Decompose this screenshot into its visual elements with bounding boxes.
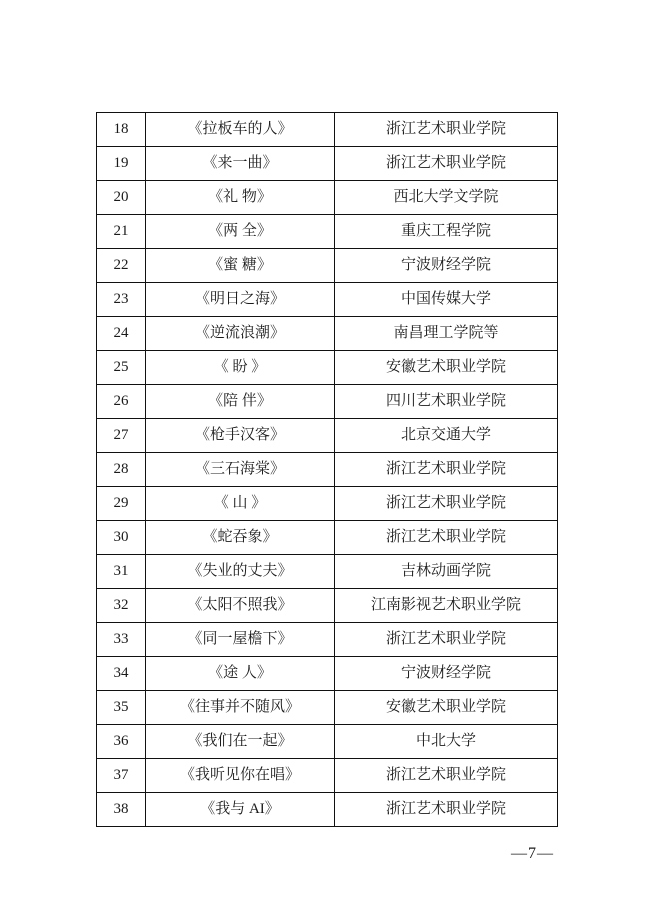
- page-number-label: —7—: [511, 845, 554, 862]
- cell-sequence-number: 30: [97, 521, 146, 555]
- table-row: [97, 147, 558, 181]
- cell-sequence-number: 36: [97, 725, 146, 759]
- cell-sequence-number: 37: [97, 759, 146, 793]
- cell-submitting-organization: 安徽艺术职业学院: [335, 691, 558, 725]
- table-row: [97, 351, 558, 385]
- table-row: [97, 657, 558, 691]
- table-row: [97, 555, 558, 589]
- cell-work-title: 《礼 物》: [146, 181, 335, 215]
- table-row: [97, 419, 558, 453]
- cell-sequence-number: 24: [97, 317, 146, 351]
- works-table-body: [97, 113, 558, 827]
- cell-sequence-number: 38: [97, 793, 146, 827]
- cell-sequence-number: 22: [97, 249, 146, 283]
- table-row: [97, 113, 558, 147]
- cell-sequence-number: 27: [97, 419, 146, 453]
- cell-sequence-number: 31: [97, 555, 146, 589]
- table-row: [97, 453, 558, 487]
- cell-sequence-number: 34: [97, 657, 146, 691]
- cell-work-title: 《往事并不随风》: [146, 691, 335, 725]
- cell-submitting-organization: 中国传媒大学: [335, 283, 558, 317]
- cell-submitting-organization: 吉林动画学院: [335, 555, 558, 589]
- cell-sequence-number: 19: [97, 147, 146, 181]
- cell-sequence-number: 28: [97, 453, 146, 487]
- cell-sequence-number: 18: [97, 113, 146, 147]
- table-row: [97, 283, 558, 317]
- cell-work-title: 《蜜 糖》: [146, 249, 335, 283]
- cell-submitting-organization: 北京交通大学: [335, 419, 558, 453]
- cell-submitting-organization: 浙江艺术职业学院: [335, 623, 558, 657]
- cell-sequence-number: 29: [97, 487, 146, 521]
- cell-submitting-organization: 安徽艺术职业学院: [335, 351, 558, 385]
- table-row: [97, 317, 558, 351]
- cell-work-title: 《来一曲》: [146, 147, 335, 181]
- cell-work-title: 《明日之海》: [146, 283, 335, 317]
- table-row: [97, 215, 558, 249]
- cell-work-title: 《我听见你在唱》: [146, 759, 335, 793]
- cell-sequence-number: 32: [97, 589, 146, 623]
- works-table-container: [96, 112, 556, 827]
- cell-work-title: 《失业的丈夫》: [146, 555, 335, 589]
- cell-submitting-organization: 重庆工程学院: [335, 215, 558, 249]
- cell-submitting-organization: 浙江艺术职业学院: [335, 793, 558, 827]
- table-row: [97, 487, 558, 521]
- cell-sequence-number: 21: [97, 215, 146, 249]
- cell-submitting-organization: 西北大学文学院: [335, 181, 558, 215]
- table-row: [97, 589, 558, 623]
- works-table: [96, 112, 558, 827]
- cell-work-title: 《三石海棠》: [146, 453, 335, 487]
- cell-work-title: 《途 人》: [146, 657, 335, 691]
- table-row: [97, 385, 558, 419]
- cell-work-title: 《陪 伴》: [146, 385, 335, 419]
- table-row: [97, 793, 558, 827]
- cell-work-title: 《两 全》: [146, 215, 335, 249]
- table-row: [97, 725, 558, 759]
- cell-submitting-organization: 江南影视艺术职业学院: [335, 589, 558, 623]
- cell-sequence-number: 25: [97, 351, 146, 385]
- cell-submitting-organization: 浙江艺术职业学院: [335, 113, 558, 147]
- table-row: [97, 181, 558, 215]
- cell-work-title: 《太阳不照我》: [146, 589, 335, 623]
- table-row: [97, 623, 558, 657]
- cell-submitting-organization: 浙江艺术职业学院: [335, 453, 558, 487]
- cell-work-title: 《蛇吞象》: [146, 521, 335, 555]
- cell-submitting-organization: 南昌理工学院等: [335, 317, 558, 351]
- cell-work-title: 《拉板车的人》: [146, 113, 335, 147]
- cell-work-title: 《逆流浪潮》: [146, 317, 335, 351]
- cell-submitting-organization: 四川艺术职业学院: [335, 385, 558, 419]
- table-row: [97, 691, 558, 725]
- cell-work-title: 《枪手汉客》: [146, 419, 335, 453]
- cell-submitting-organization: 浙江艺术职业学院: [335, 147, 558, 181]
- cell-work-title: 《同一屋檐下》: [146, 623, 335, 657]
- cell-submitting-organization: 宁波财经学院: [335, 657, 558, 691]
- cell-work-title: 《我们在一起》: [146, 725, 335, 759]
- cell-sequence-number: 26: [97, 385, 146, 419]
- cell-sequence-number: 23: [97, 283, 146, 317]
- cell-sequence-number: 35: [97, 691, 146, 725]
- cell-submitting-organization: 中北大学: [335, 725, 558, 759]
- cell-sequence-number: 33: [97, 623, 146, 657]
- table-row: [97, 759, 558, 793]
- cell-work-title: 《 盼 》: [146, 351, 335, 385]
- cell-submitting-organization: 宁波财经学院: [335, 249, 558, 283]
- cell-sequence-number: 20: [97, 181, 146, 215]
- cell-submitting-organization: 浙江艺术职业学院: [335, 521, 558, 555]
- cell-submitting-organization: 浙江艺术职业学院: [335, 759, 558, 793]
- table-row: [97, 249, 558, 283]
- table-row: [97, 521, 558, 555]
- cell-work-title: 《我与 AI》: [146, 793, 335, 827]
- cell-submitting-organization: 浙江艺术职业学院: [335, 487, 558, 521]
- cell-work-title: 《 山 》: [146, 487, 335, 521]
